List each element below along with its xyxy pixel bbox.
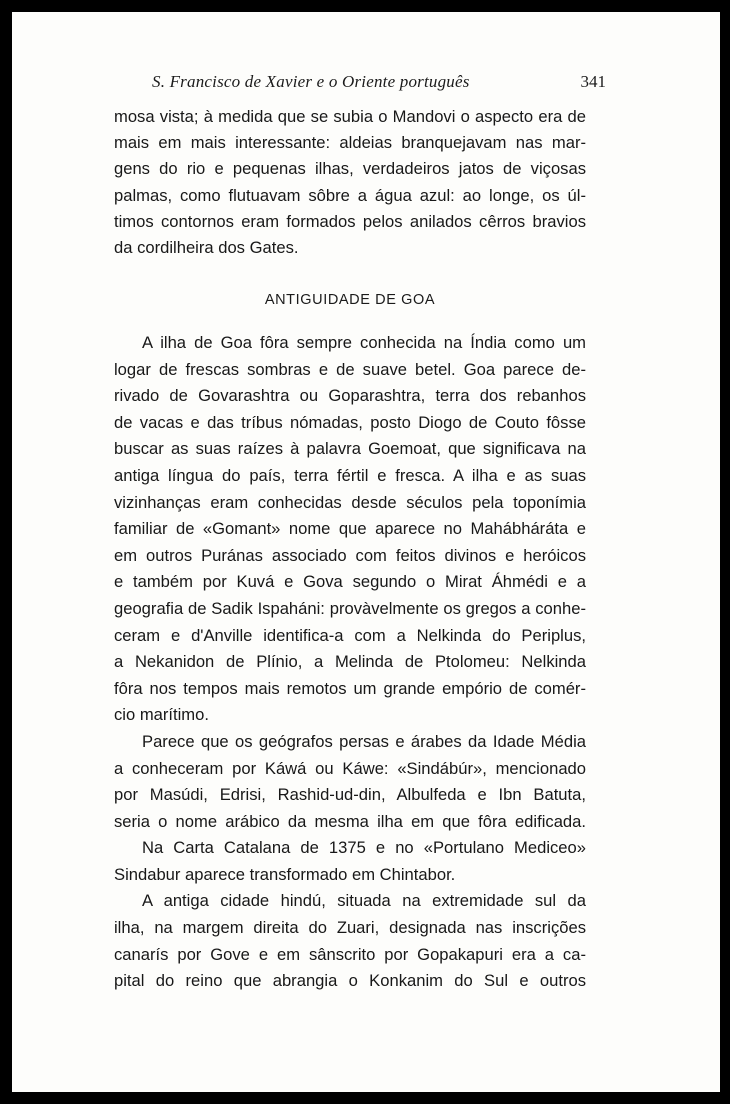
text-line: vizinhanças eram conhecidas desde séculos pela toponímia (114, 492, 586, 512)
text-line: antiga língua do país, terra fértil e fresca. A ilha e as suas (114, 465, 586, 485)
text-line: de vacas e das tríbus nómadas, posto Diogo de Couto fôsse (114, 412, 586, 432)
text-line: palmas, como flutuavam sôbre a água azul: ao longe, os úl- (114, 185, 586, 205)
text-line: canarís por Gove e em sânscrito por Gopakapuri era a ca- (114, 944, 586, 964)
text-line: timos contornos eram formados pelos anilados cêrros bravios (114, 211, 586, 231)
text-line: A ilha de Goa fôra sempre conhecida na Índia como um (142, 333, 586, 352)
text-line: por Masúdi, Edrisi, Rashid-ud-din, Albulfeda e Ibn Batuta, (114, 785, 586, 805)
text-line: e também por Kuvá e Gova segundo o Mirat Áhmédi e a (114, 572, 586, 592)
text-line: logar de frescas sombras e de suave betel. Goa parece de- (114, 359, 586, 379)
page-number: 341 (580, 72, 606, 91)
text-line: Na Carta Catalana de 1375 e no «Portulano Mediceo» (142, 838, 586, 858)
running-header (152, 72, 612, 92)
text-line: fôra nos tempos mais remotos um grande empório de comér- (114, 678, 586, 698)
paragraph-continued (114, 104, 586, 261)
text-line: A antiga cidade hindú, situada na extremidade sul da (142, 891, 586, 911)
text-line: ceram e d'Anville identifica-a com a Nelkinda do Periplus, (114, 625, 586, 645)
text-line: seria o nome arábico da mesma ilha em que fôra edificada. (114, 811, 586, 831)
text-line: buscar as suas raízes à palavra Goemoat, que significava na (114, 439, 586, 459)
text-line: familiar de «Gomant» nome que aparece no Mahábháráta e (114, 519, 586, 539)
text-line: a Nekanidon de Plínio, a Melinda de Ptolomeu: Nelkinda (114, 652, 586, 672)
text-line: a conheceram por Káwá ou Káwe: «Sindábúr», mencionado (114, 758, 586, 778)
text-line: geografia de Sadik Ispaháni: provàvelmente os gregos a conhe- (114, 598, 586, 618)
text-line: da cordilheira dos Gates. (114, 237, 299, 257)
section-heading: ANTIGUIDADE DE GOA (264, 292, 436, 308)
book-page (12, 12, 720, 1092)
body-text (114, 330, 586, 995)
text-line: ilha, na margem direita do Zuari, designada nas inscrições (114, 918, 586, 938)
text-line: cio marítimo. (114, 705, 209, 725)
text-line: gens do rio e pequenas ilhas, verdadeiros jatos de viçosas (114, 159, 586, 179)
text-line: mosa vista; à medida que se subia o Mandovi o aspecto era de (114, 107, 586, 126)
text-line: pital do reino que abrangia o Konkanim do Sul e outros (114, 971, 586, 991)
text-line: Parece que os geógrafos persas e árabes da Idade Média (142, 731, 586, 751)
text-line: Sindabur aparece transformado em Chintabor. (114, 864, 456, 884)
text-line: em outros Puránas associado com feitos divinos e heróicos (114, 545, 586, 565)
running-title: S. Francisco de Xavier e o Oriente português (152, 72, 470, 91)
text-line: mais em mais interessante: aldeias branquejavam nas mar- (114, 133, 586, 153)
text-line: rivado de Govarashtra ou Goparashtra, terra dos rebanhos (114, 386, 586, 406)
